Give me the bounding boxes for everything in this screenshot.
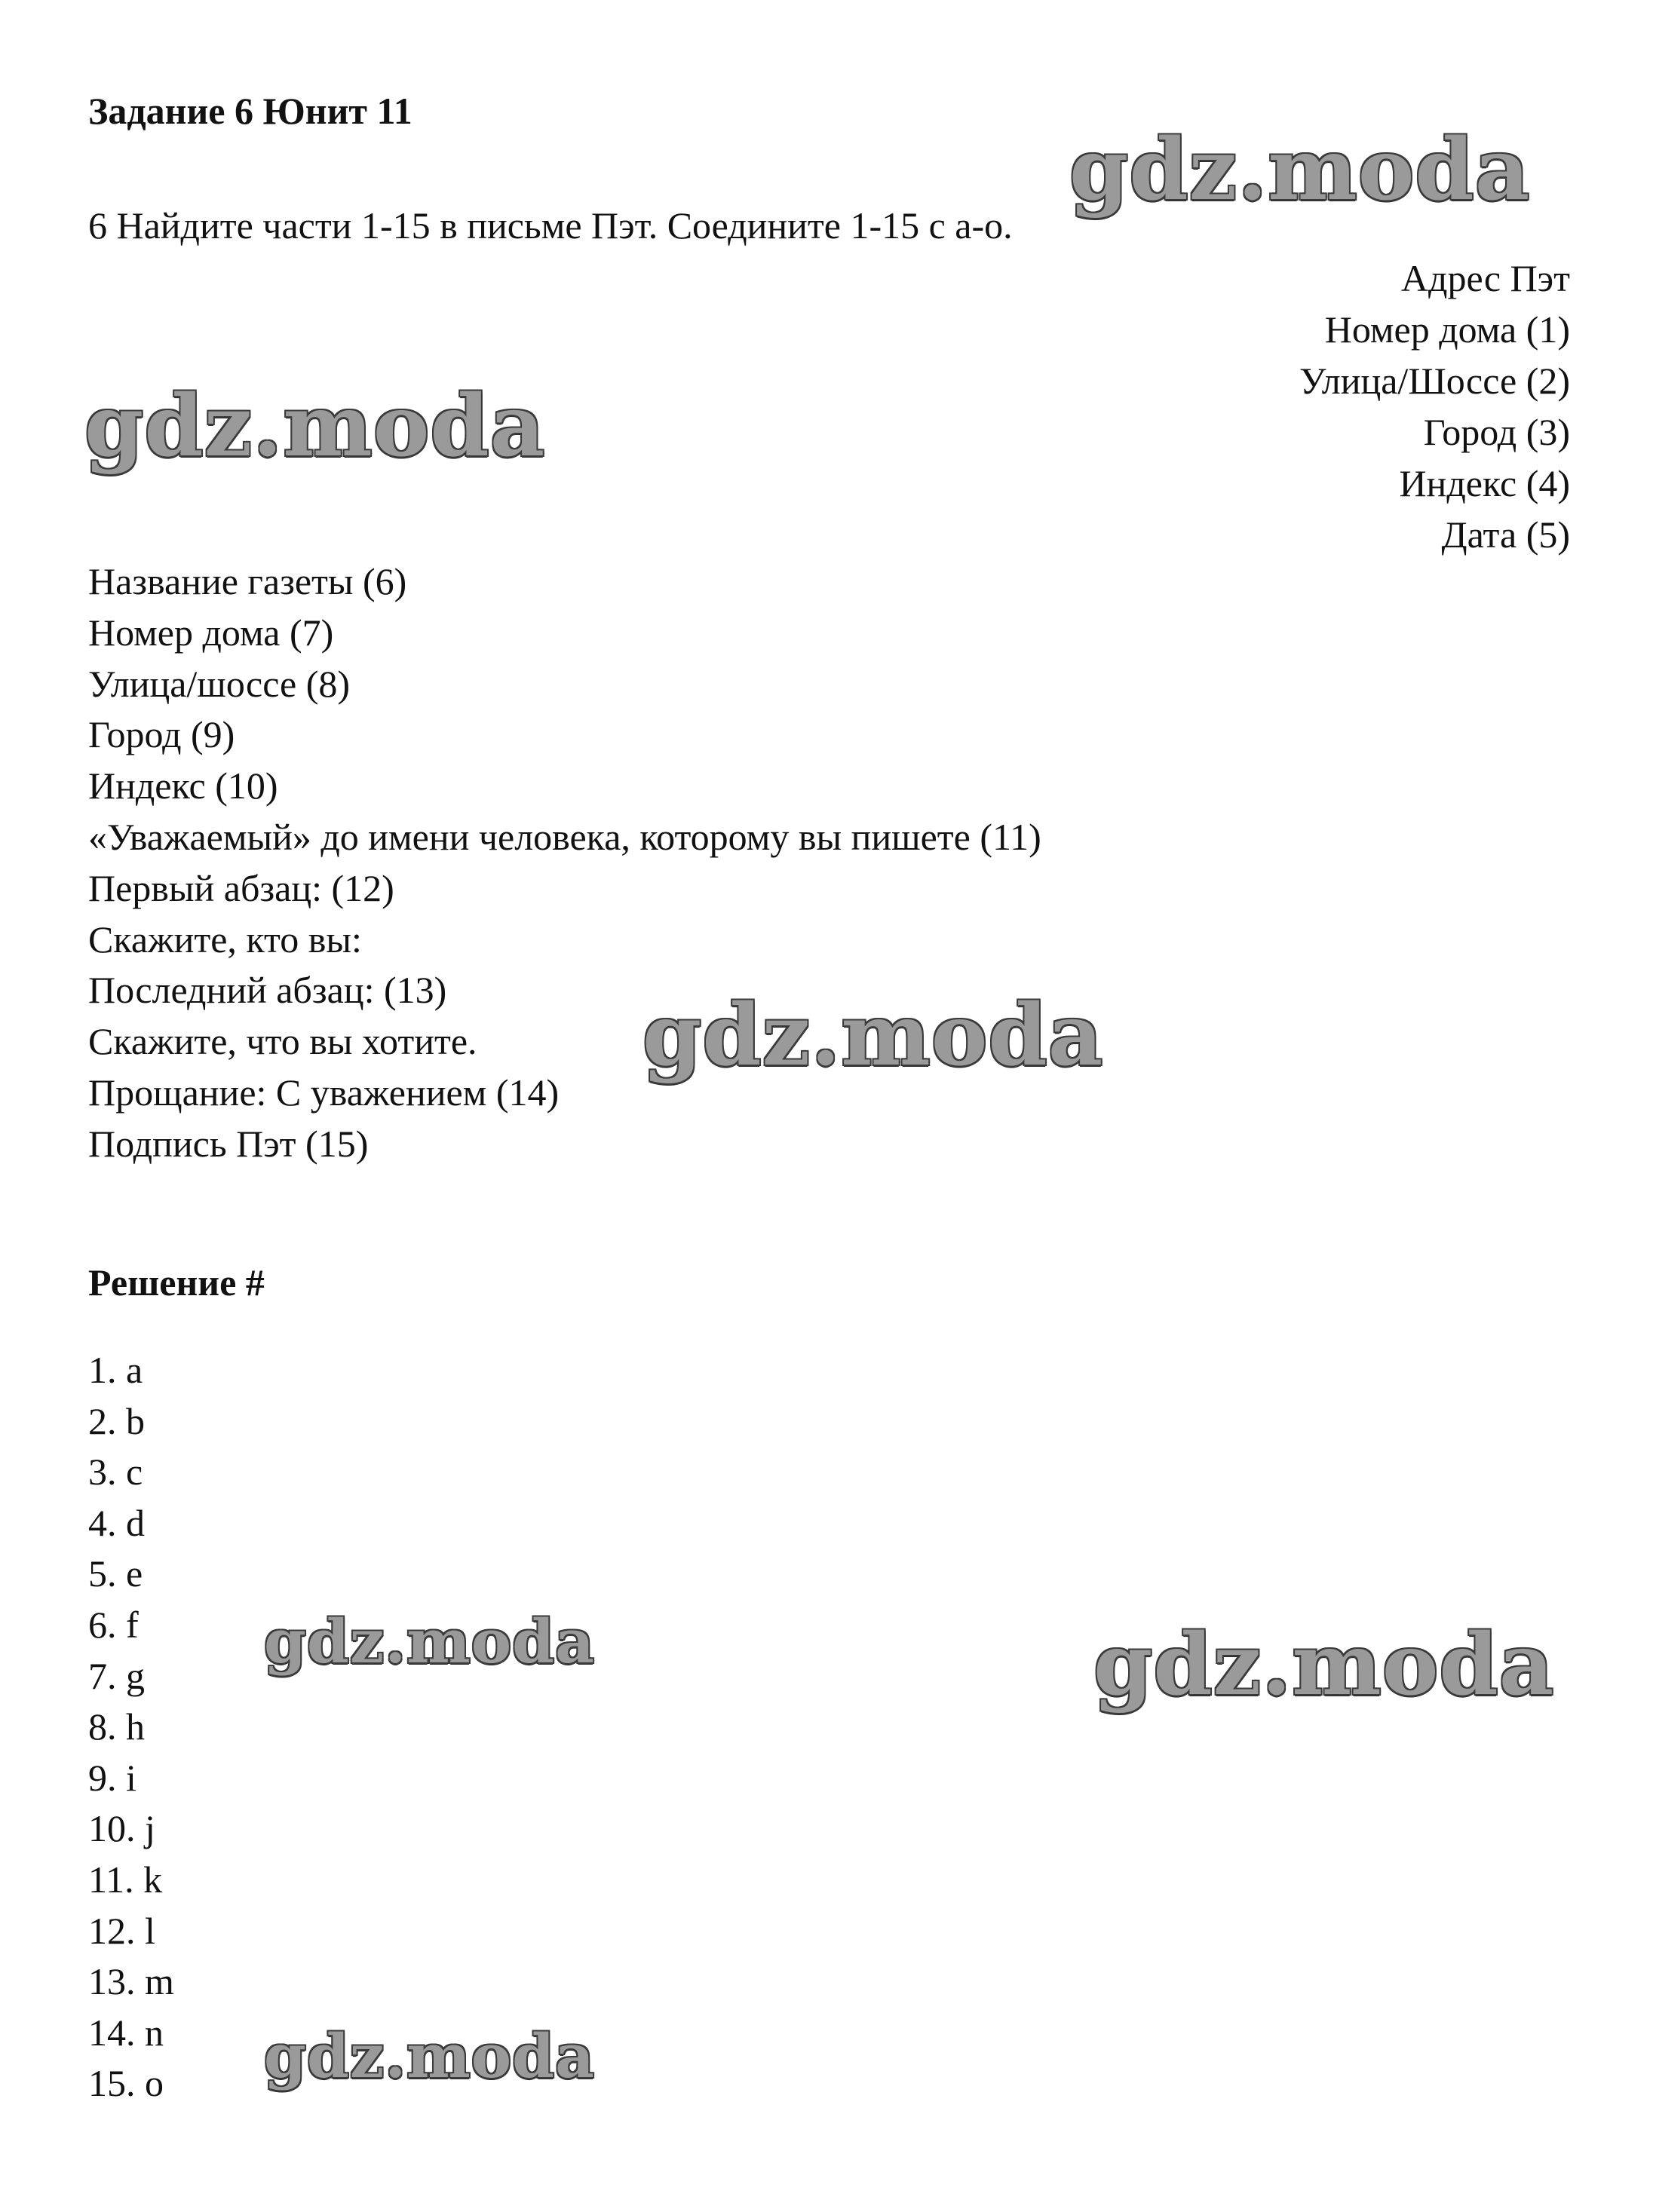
answer-list bbox=[88, 1345, 174, 2109]
sender-address-block bbox=[1299, 253, 1570, 560]
sender-line: Индекс (4) bbox=[1399, 462, 1570, 504]
sender-line: Город (3) bbox=[1423, 411, 1570, 453]
answer-item: 4. d bbox=[88, 1501, 145, 1544]
task-instruction: 6 Найдите части 1-15 в письме Пэт. Соедините 1-15 с a-o. bbox=[88, 204, 1013, 247]
sender-line: Адрес Пэт bbox=[1400, 257, 1570, 299]
answer-item: 13. m bbox=[88, 1960, 174, 2003]
sender-line: Номер дома (1) bbox=[1324, 308, 1570, 351]
answer-item: 14. n bbox=[88, 2011, 164, 2054]
answer-item: 9. i bbox=[88, 1756, 136, 1799]
sender-line: Дата (5) bbox=[1441, 513, 1570, 556]
sender-line: Улица/Шоссе (2) bbox=[1299, 360, 1570, 402]
answer-item: 1. a bbox=[88, 1349, 143, 1391]
answer-item: 11. k bbox=[88, 1858, 163, 1901]
recipient-line: Город (9) bbox=[88, 713, 235, 756]
answer-item: 2. b bbox=[88, 1399, 145, 1442]
answer-item: 10. j bbox=[88, 1807, 155, 1850]
answer-item: 8. h bbox=[88, 1705, 145, 1748]
recipient-line: Индекс (10) bbox=[88, 764, 278, 807]
task-title: Задание 6 Юнит 11 bbox=[88, 90, 412, 132]
answer-item: 3. c bbox=[88, 1451, 143, 1494]
recipient-line: Скажите, кто вы: bbox=[88, 918, 362, 960]
recipient-line: Скажите, что вы хотите. bbox=[88, 1020, 477, 1063]
recipient-line: Номер дома (7) bbox=[88, 611, 334, 654]
recipient-line: Прощание: С уважением (14) bbox=[88, 1071, 560, 1114]
answer-item: 6. f bbox=[88, 1603, 139, 1646]
watermark: gdz.moda bbox=[84, 377, 546, 476]
watermark: gdz.moda bbox=[264, 2021, 595, 2091]
solution-heading: Решение # bbox=[88, 1261, 265, 1304]
answer-item: 15. o bbox=[88, 2062, 164, 2105]
recipient-line: Первый абзац: (12) bbox=[88, 866, 394, 909]
answer-item: 12. l bbox=[88, 1909, 155, 1952]
recipient-line: Последний абзац: (13) bbox=[88, 969, 447, 1012]
recipient-line: «Уважаемый» до имени человека, которому вы пишете (11) bbox=[88, 815, 1041, 858]
watermark: gdz.moda bbox=[1069, 121, 1531, 219]
recipient-line: Название газеты (6) bbox=[88, 560, 407, 602]
watermark: gdz.moda bbox=[1093, 1616, 1555, 1714]
answer-item: 7. g bbox=[88, 1654, 145, 1697]
watermark: gdz.moda bbox=[642, 986, 1104, 1085]
watermark: gdz.moda bbox=[264, 1606, 595, 1677]
recipient-line: Подпись Пэт (15) bbox=[88, 1122, 369, 1165]
answer-item: 5. e bbox=[88, 1552, 143, 1595]
recipient-line: Улица/шоссе (8) bbox=[88, 662, 351, 705]
